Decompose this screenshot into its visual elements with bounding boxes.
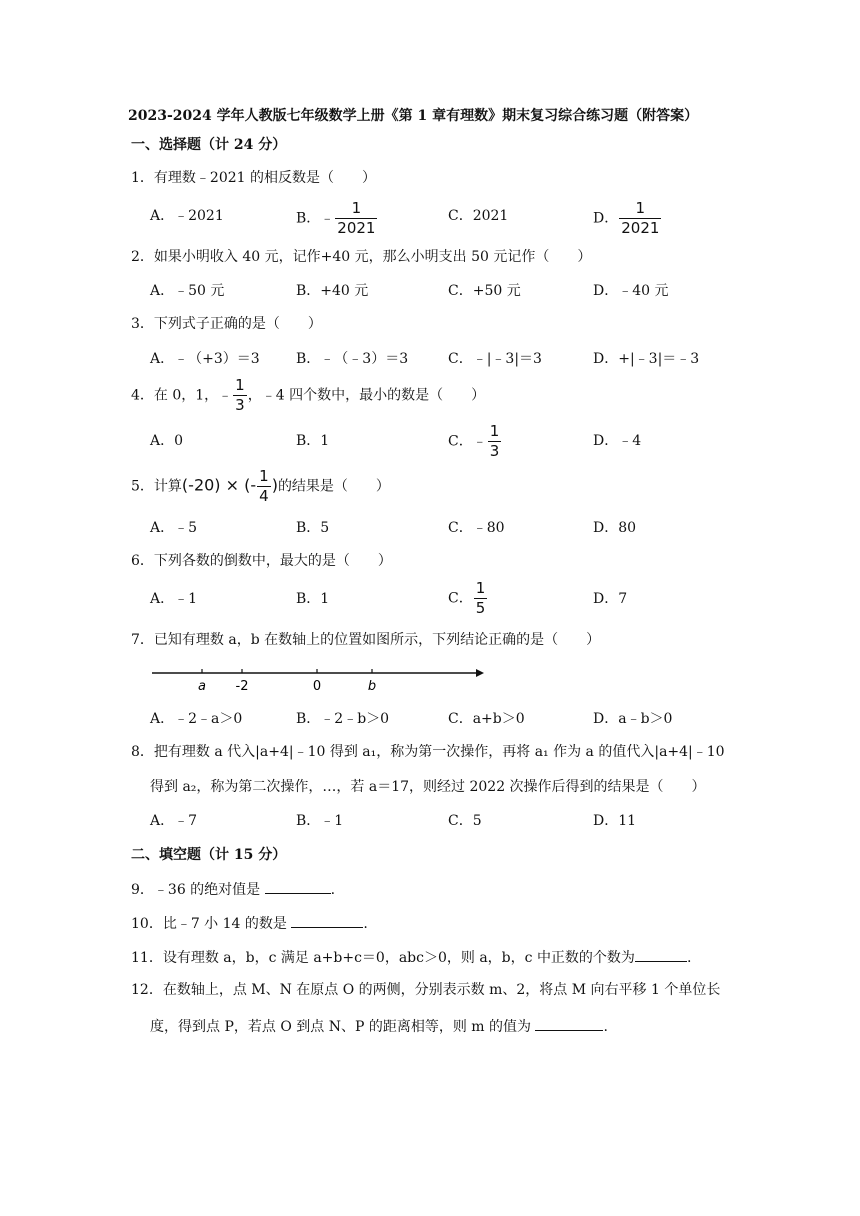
q4-option-c: [448, 424, 502, 459]
q5-expression-right: ): [271, 475, 278, 495]
q4-option-c-label: C．﹣: [448, 433, 487, 450]
q12-stem: 度，得到点 P，若点 O 到点 N、P 的距离相等，则 m 的值为: [150, 1019, 531, 1035]
question-7-stem: 7．已知有理数 a，b 在数轴上的位置如图所示，下列结论正确的是（ ）: [131, 632, 601, 648]
question-6-stem: 6．下列各数的倒数中，最大的是（ ）: [131, 553, 392, 569]
q3-option-d: D．+|﹣3|＝﹣3: [593, 351, 700, 367]
q9-answer-blank: [265, 881, 331, 894]
q9-period: .: [330, 882, 336, 898]
q5-option-c: C．﹣80: [448, 520, 505, 536]
question-11: [131, 949, 691, 965]
q10-period: .: [363, 916, 368, 932]
q4-stem-end: ，﹣4 四个数中，最小的数是（ ）: [247, 387, 486, 404]
q4-option-b: B．1: [296, 433, 330, 449]
q12-period: .: [603, 1019, 608, 1035]
q11-stem: 11．设有理数 a，b，c 满足 a+b+c＝0，abc＞0，则 a，b，c 中正数的个数为: [131, 950, 635, 966]
q11-period: .: [686, 950, 692, 966]
number-line-figure: [150, 660, 490, 694]
q5-option-b: B．5: [296, 520, 330, 536]
q5-expression-left: (-20) × (-: [181, 475, 257, 495]
q12-answer-blank: [535, 1018, 603, 1031]
q4-option-a: A．0: [150, 433, 184, 449]
q2-option-c: C．+50 元: [448, 283, 521, 299]
question-5-stem: [131, 469, 390, 504]
q10-answer-blank: [291, 915, 363, 928]
q1-option-c: C．2021: [448, 208, 509, 224]
q1-option-a: A．﹣2021: [150, 208, 224, 224]
q1-option-b-label: B．﹣: [296, 210, 335, 227]
q6-option-d: D．7: [593, 591, 628, 607]
q5-option-d: D．80: [593, 520, 637, 536]
q1-option-b: [296, 201, 378, 236]
axis-label-0: 0: [312, 679, 322, 694]
q7-option-d: D．a﹣b＞0: [593, 711, 673, 727]
q3-option-a: A．﹣（+3）＝3: [150, 351, 260, 367]
question-10: [131, 915, 368, 931]
q6-option-c-fraction: $\frac{1}{5}$: [475, 579, 486, 617]
question-4-stem: [131, 378, 485, 413]
q3-option-c: C．﹣|﹣3|＝3: [448, 351, 542, 367]
number-line-arrowhead: [476, 669, 484, 677]
q2-option-b: B．+40 元: [296, 283, 369, 299]
q11-answer-blank: [635, 949, 687, 962]
section-fill-heading: 二、填空题（计 15 分）: [131, 847, 287, 863]
axis-label-a: a: [198, 679, 206, 694]
q7-option-c: C．a+b＞0: [448, 711, 525, 727]
q4-option-d: D．﹣4: [593, 433, 642, 449]
question-12-line-1: 12．在数轴上，点 M、N 在原点 O 的两侧，分别表示数 m、2，将点 M 向右平移 1 个单位长: [131, 982, 721, 998]
document-title: 2023-2024 学年人教版七年级数学上册《第 1 章有理数》期末复习综合练习题（附答案）: [128, 108, 699, 124]
q1-option-d: [593, 201, 662, 236]
q5-option-a: A．﹣5: [150, 520, 198, 536]
q9-stem: 9．﹣36 的绝对值是: [131, 882, 261, 898]
q6-option-c-label: C．: [448, 590, 473, 607]
q5-stem-end: 的结果是（ ）: [277, 478, 390, 495]
axis-label-minus-2: -2: [235, 679, 249, 694]
q8-option-d: D．11: [593, 813, 637, 829]
q8-option-a: A．﹣7: [150, 813, 198, 829]
question-2-stem: 2．如果小明收入 40 元，记作+40 元，那么小明支出 50 元记作（ ）: [131, 249, 592, 265]
q4-stem-fraction: $\frac{1}{3}$: [235, 376, 245, 414]
axis-label-b: b: [367, 679, 377, 694]
question-3-stem: 3．下列式子正确的是（ ）: [131, 316, 322, 332]
q6-option-b: B．1: [296, 591, 330, 607]
q10-stem: 10．比﹣7 小 14 的数是: [131, 916, 287, 932]
q5-expression-fraction: $\frac{1}{4}$: [259, 467, 269, 505]
q7-option-a: A．﹣2﹣a＞0: [150, 711, 243, 727]
q3-option-b: B．﹣（﹣3）＝3: [296, 351, 409, 367]
q5-stem-start: 5．计算: [131, 478, 182, 495]
section-choice-heading: 一、选择题（计 24 分）: [131, 137, 287, 153]
question-1-stem: 1．有理数﹣2021 的相反数是（ ）: [131, 170, 376, 186]
q6-option-c: [448, 581, 488, 616]
q1-option-d-label: D．: [593, 210, 619, 227]
q6-option-a: A．﹣1: [150, 591, 198, 607]
q2-option-d: D．﹣40 元: [593, 283, 669, 299]
question-8-line-2: 得到 a₂，称为第二次操作，…，若 a＝17，则经过 2022 次操作后得到的结果是（ ）: [150, 779, 706, 795]
q4-option-c-fraction: $\frac{1}{3}$: [489, 422, 500, 460]
q1-option-b-fraction: $\frac{1}{2021}$: [337, 199, 376, 237]
q8-option-c: C．5: [448, 813, 482, 829]
question-12-line-2: [150, 1018, 608, 1034]
q2-option-a: A．﹣50 元: [150, 283, 225, 299]
q4-stem-start: 4．在 0，1，﹣: [131, 387, 233, 404]
q8-option-b: B．﹣1: [296, 813, 344, 829]
q1-option-d-fraction: $\frac{1}{2021}$: [621, 199, 660, 237]
question-8-line-1: 8．把有理数 a 代入|a+4|﹣10 得到 a₁，称为第一次操作，再将 a₁ 作为 a 的值代入|a+4|﹣10: [131, 744, 725, 760]
question-9: [131, 881, 335, 897]
q7-option-b: B．﹣2﹣b＞0: [296, 711, 390, 727]
